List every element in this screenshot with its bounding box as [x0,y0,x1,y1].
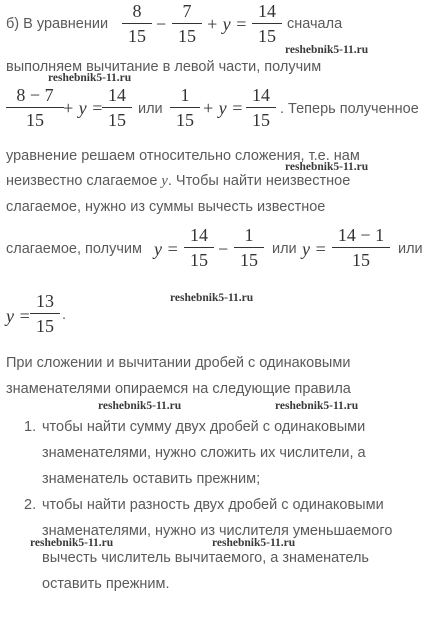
watermark: reshebnik5-11.ru [98,400,182,412]
rule-2-line-4: оставить прежним. [42,576,170,592]
task-label: б) В уравнении [6,16,109,32]
minus-sign: − [156,14,167,34]
fraction-13-15: 13 15 [28,290,62,337]
text-line-6: слагаемое, нужно из суммы вычесть известное [6,199,326,215]
fraction-14-15: 14 15 [100,84,134,131]
fraction-8-minus-7-over-15: 8 − 7 15 [4,84,66,131]
plus-y-equals: + y = [202,98,244,118]
text-or: или [138,101,163,117]
fraction-14-15: 14 15 [250,0,284,47]
text-then: сначала [287,16,343,32]
y-equals: y = [6,306,31,326]
rule-2-line-3: вычесть числитель вычитаемого, а знаменатель [42,550,369,566]
rules-intro-2: знаменателями опираемся на следующие правила [6,381,351,397]
watermark: reshebnik5-11.ru [275,400,359,412]
fraction-14-15: 14 15 [182,224,216,271]
rule-1-line-3: знаменатель оставить прежним; [42,471,261,487]
watermark: reshebnik5-11.ru [285,44,369,56]
rule-number: 2. [24,497,37,513]
minus-sign: − [218,239,229,259]
fraction-7-15: 7 15 [170,0,204,47]
period: . [62,307,67,323]
text-line-2: выполняем вычитание в левой части, получим [6,59,322,75]
y-equals: y = [154,239,179,259]
watermark: reshebnik5-11.ru [30,537,114,549]
plus-y-equals: + y = [206,14,248,34]
fraction-1-15: 1 15 [168,84,202,131]
rule-2-line-1: чтобы найти разность двух дробей с одинаковыми [42,497,384,513]
text-or: или [272,241,297,257]
rule-1-line-2: знаменателями, нужно сложить их числители, а [42,445,366,461]
plus-y-equals: + y = [62,98,104,118]
fraction-14-minus-1-over-15: 14 − 1 15 [330,224,392,271]
y-equals: y = [302,239,327,259]
fraction-8-15: 8 15 [120,0,154,47]
watermark: reshebnik5-11.ru [285,161,369,173]
rule-1-line-1: чтобы найти сумму двух дробей с одинаковыми [42,419,366,435]
text-line-5: неизвестно слагаемое y. Чтобы найти неизвестное [6,173,351,189]
text-now-obtained: . Теперь полученное [280,101,419,117]
fraction-14-15: 14 15 [244,84,278,131]
text-or: или [398,241,423,257]
text-line-4: уравнение решаем относительно сложения, т.е. нам [6,148,360,164]
rule-2-line-2: знаменателями, нужно из числителя уменьшаемого [42,523,393,539]
rule-number: 1. [24,419,37,435]
watermark: reshebnik5-11.ru [212,537,296,549]
fraction-1-15: 1 15 [232,224,266,271]
text-we-get: слагаемое, получим [6,241,142,257]
watermark: reshebnik5-11.ru [48,72,132,84]
rules-intro-1: При сложении и вычитании дробей с одинаковыми [6,355,351,371]
variable-y: y [161,173,168,189]
watermark: reshebnik5-11.ru [170,292,254,304]
